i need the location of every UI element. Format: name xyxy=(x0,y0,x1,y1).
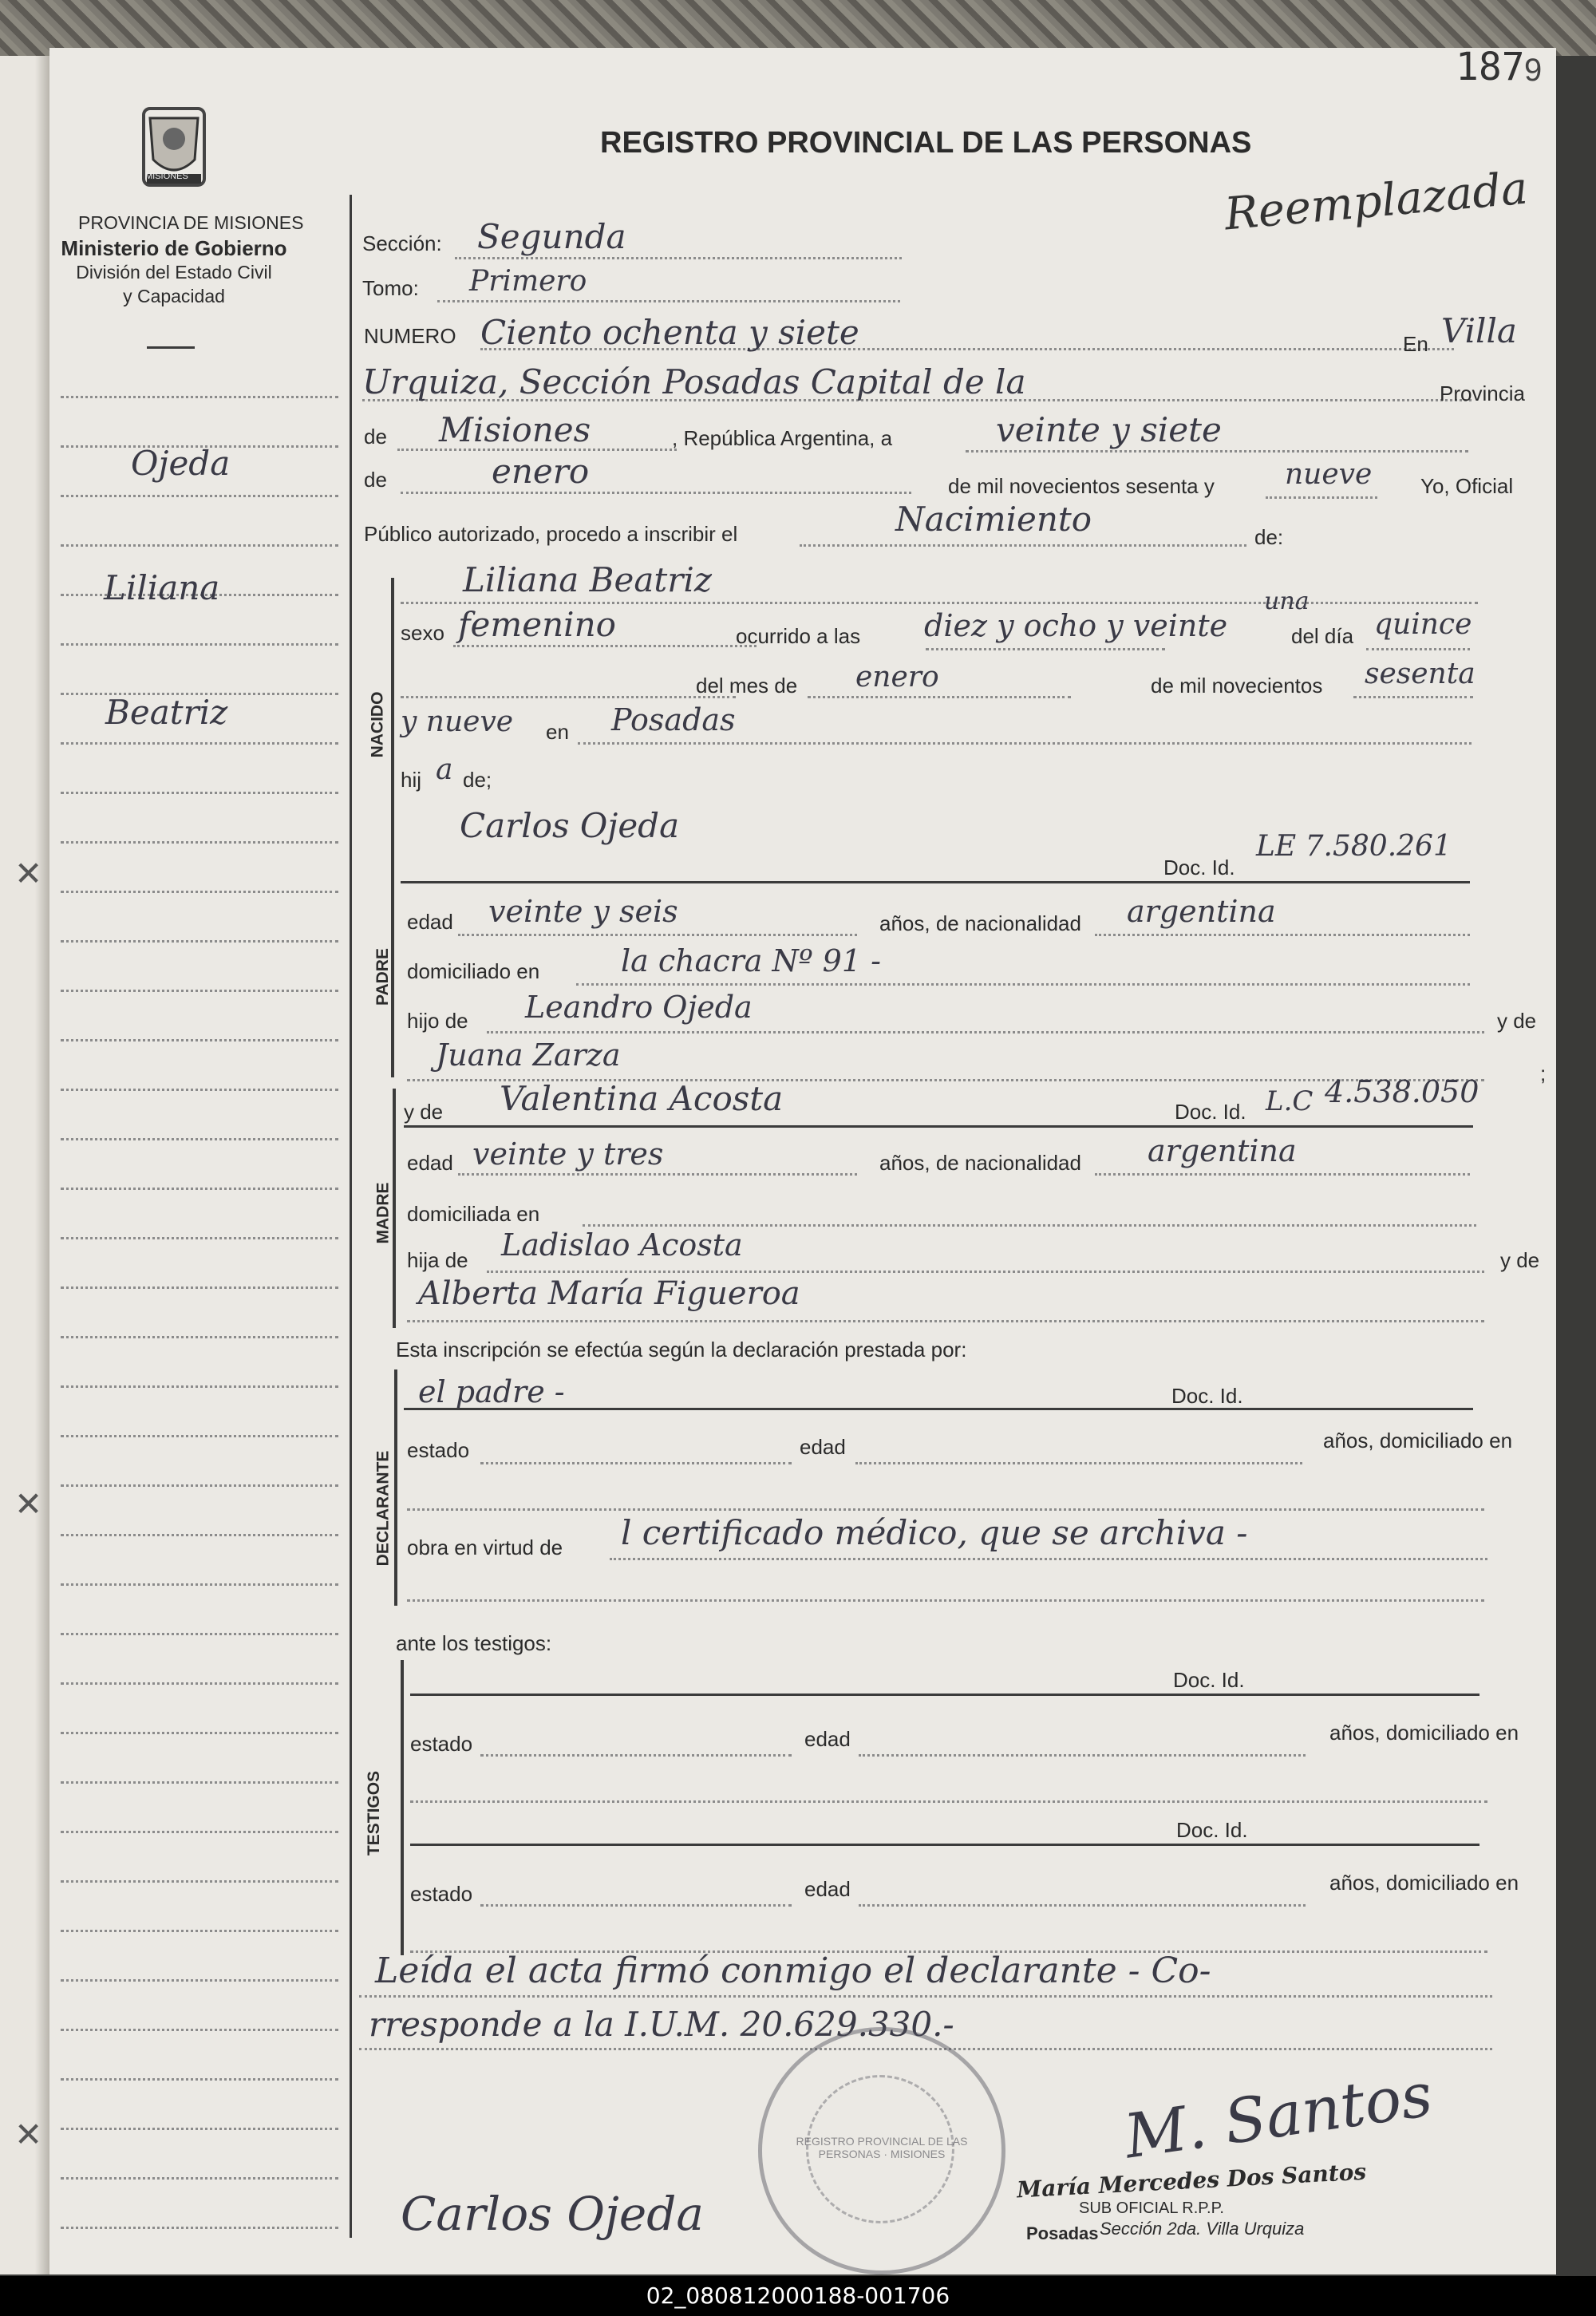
tomo-line xyxy=(437,300,900,302)
numero-value: Ciento ochenta y siete xyxy=(480,313,859,352)
en-label: En xyxy=(1403,332,1428,356)
stitch-1: ✕ xyxy=(14,855,43,892)
nac-mes-value: enero xyxy=(855,661,939,694)
nacido-bracket xyxy=(391,578,394,846)
madre-edad-line xyxy=(458,1173,857,1176)
testigo1-dom2-line xyxy=(410,1800,1487,1803)
madre-y-de-label: y de xyxy=(404,1100,444,1124)
testigo1-edad-line xyxy=(859,1754,1306,1757)
declarante-top-rule xyxy=(404,1408,1473,1410)
testigo1-dom-label: años, domiciliado en xyxy=(1329,1721,1519,1745)
madre-bracket xyxy=(393,1089,396,1328)
officer-place: Posadas xyxy=(1026,2223,1099,2243)
padre-edad-line xyxy=(458,934,857,936)
de-label-1: de xyxy=(364,425,387,449)
margin-line xyxy=(61,1682,338,1685)
padre-y-de-label: y de xyxy=(1497,1009,1537,1033)
yo-oficial-label: Yo, Oficial xyxy=(1420,474,1514,498)
nac-anio-line xyxy=(1353,696,1473,698)
del-mes-label: del mes de xyxy=(696,674,798,698)
margin-middle-name: Beatriz xyxy=(105,693,228,732)
declarante-estado-label: estado xyxy=(407,1438,470,1462)
testigo2-dom-label: años, domiciliado en xyxy=(1329,1871,1519,1895)
letterhead-capacity: y Capacidad xyxy=(123,286,225,306)
testigo2-doc-label: Doc. Id. xyxy=(1176,1818,1248,1842)
declarante-dom2-line xyxy=(407,1508,1484,1511)
madre-edad-value: veinte y tres xyxy=(472,1136,664,1172)
declarante-bracket xyxy=(394,1369,397,1606)
margin-line xyxy=(61,742,338,745)
acto-line xyxy=(800,544,1246,547)
stitch-3: ✕ xyxy=(14,2116,43,2153)
dia-line xyxy=(1366,648,1470,650)
padre-doc-label: Doc. Id. xyxy=(1163,856,1235,879)
anio-value: nueve xyxy=(1285,458,1373,491)
ante-label: ante los testigos: xyxy=(396,1631,552,1655)
officer-name: María Mercedes Dos Santos xyxy=(1016,2158,1367,2203)
declarante-signature: Carlos Ojeda xyxy=(401,2187,704,2241)
madre-hija-de-label: hija de xyxy=(407,1248,468,1272)
declarante-dom-label: años, domiciliado en xyxy=(1323,1429,1513,1452)
letterhead-rule xyxy=(147,346,195,349)
margin-line xyxy=(61,1930,338,1932)
image-id-bar xyxy=(0,2276,1596,2316)
margin-column-rule xyxy=(350,195,352,2238)
margin-line xyxy=(61,2029,338,2031)
mil-label: de mil novecientos sesenta y xyxy=(948,474,1215,498)
seccion-line xyxy=(455,257,902,259)
abuela-p-value: Juana Zarza xyxy=(436,1037,621,1073)
sexo-value: femenino xyxy=(458,605,616,644)
margin-line xyxy=(61,940,338,943)
margin-line xyxy=(61,1385,338,1388)
madre-dom-line xyxy=(583,1224,1476,1227)
ciudad-value: Posadas xyxy=(611,702,736,737)
mil2-label: de mil novecientos xyxy=(1151,674,1323,698)
padre-nac-label: años, de nacionalidad xyxy=(879,911,1081,935)
page-number-mark: 9 xyxy=(1524,53,1543,88)
madre-name: Valentina Acosta xyxy=(500,1079,784,1118)
margin-line xyxy=(61,1880,338,1883)
testigo1-edad-label: edad xyxy=(804,1727,851,1751)
nombre-value: Liliana Beatriz xyxy=(463,560,712,599)
letterhead-ministry: Ministerio de Gobierno xyxy=(61,236,287,260)
margin-line xyxy=(61,1336,338,1338)
margin-line xyxy=(61,1781,338,1784)
margin-line xyxy=(61,891,338,893)
obra-value: l certificado médico, que se archiva - xyxy=(621,1513,1248,1552)
padre-nac-line xyxy=(1095,934,1470,936)
margin-line xyxy=(61,1583,338,1586)
nota2-value: rresponde a la I.U.M. 20.629.330.- xyxy=(369,2005,954,2044)
nac-anio-value-a: sesenta xyxy=(1365,658,1476,690)
padre-dom-label: domiciliado en xyxy=(407,959,540,983)
madre-y-de-label-2: y de xyxy=(1500,1248,1540,1272)
madre-dom-label: domiciliada en xyxy=(407,1202,540,1226)
margin-line xyxy=(61,2128,338,2130)
abuela-m-value: Alberta María Figueroa xyxy=(418,1275,800,1312)
declarante-doc-label: Doc. Id. xyxy=(1171,1384,1243,1408)
margin-line xyxy=(61,1286,338,1289)
margin-line xyxy=(61,544,338,547)
testigo1-estado-label: estado xyxy=(410,1732,473,1756)
section-madre: MADRE xyxy=(373,1182,393,1244)
margin-line xyxy=(61,1138,338,1140)
numero-label: NUMERO xyxy=(364,324,456,348)
sexo-label: sexo xyxy=(401,621,444,645)
padre-dom-line xyxy=(576,983,1470,986)
image-id: 02_080812000188-001706 xyxy=(646,2282,950,2309)
provincia-value: Misiones xyxy=(439,410,591,449)
abuelo-m-value: Ladislao Acosta xyxy=(501,1227,743,1263)
nac-mes-pre-line xyxy=(401,696,736,698)
margin-line xyxy=(61,2078,338,2081)
obra-label: obra en virtud de xyxy=(407,1535,563,1559)
testigo2-edad-line xyxy=(859,1904,1306,1907)
testigo1-doc-label: Doc. Id. xyxy=(1173,1668,1245,1692)
mes-value: enero xyxy=(492,452,590,491)
margin-line xyxy=(61,1484,338,1487)
section-nacido: NACIDO xyxy=(368,691,387,758)
hora-line xyxy=(926,648,1165,650)
testigo1-rule xyxy=(410,1694,1479,1696)
margin-line xyxy=(61,1435,338,1437)
madre-edad-label: edad xyxy=(407,1151,453,1175)
letterhead-division: División del Estado Civil xyxy=(76,262,272,283)
hora-value: diez y ocho y veinte xyxy=(924,608,1228,643)
margin-line xyxy=(61,495,338,497)
seccion-label: Sección: xyxy=(362,231,442,255)
margin-line xyxy=(61,2227,338,2229)
margin-line xyxy=(61,1732,338,1734)
seccion-value: Segunda xyxy=(477,217,626,256)
margin-first-name: Liliana xyxy=(104,568,220,607)
testigos-bracket xyxy=(401,1660,404,1955)
padre-edad-value: veinte y seis xyxy=(488,894,678,929)
testigo1-estado-line xyxy=(480,1754,792,1757)
obra2-line xyxy=(407,1599,1484,1602)
fecha-value: veinte y siete xyxy=(996,410,1222,449)
hij-de-label: de; xyxy=(463,768,492,792)
mes-line xyxy=(401,492,911,494)
testigo2-estado-line xyxy=(480,1904,792,1907)
anio-line xyxy=(1266,496,1377,499)
letterhead-province: PROVINCIA DE MISIONES xyxy=(78,212,304,233)
section-testigos: TESTIGOS xyxy=(365,1770,384,1856)
padre-dom-value: la chacra Nº 91 - xyxy=(621,943,881,978)
margin-line xyxy=(61,1237,338,1239)
sexo-line xyxy=(453,645,757,647)
ciudad-line xyxy=(578,742,1472,745)
padre-doc-value: LE 7.580.261 xyxy=(1256,830,1452,863)
dia-value: quince xyxy=(1374,608,1472,641)
register-page xyxy=(14,45,1556,2275)
officer-title: SUB OFICIAL R.P.P. xyxy=(1079,2199,1224,2217)
abuelo-p-line xyxy=(487,1031,1484,1034)
madre-nac-line xyxy=(1095,1173,1470,1176)
margin-line xyxy=(61,1831,338,1833)
margin-line xyxy=(61,1534,338,1536)
margin-line xyxy=(61,1633,338,1635)
provincia-label: Provincia xyxy=(1440,381,1525,405)
de-colon-label: de: xyxy=(1254,525,1284,549)
nota1-line xyxy=(359,1995,1492,1998)
tomo-value: Primero xyxy=(469,265,587,298)
nac-mes-line xyxy=(808,696,1071,698)
padre-hijo-de-label: hijo de xyxy=(407,1009,468,1033)
padre-semicolon: ; xyxy=(1540,1061,1547,1085)
hij-label: hij xyxy=(401,768,422,792)
madre-doc-label: Doc. Id. xyxy=(1175,1100,1246,1124)
margin-line xyxy=(61,1039,338,1041)
padre-nac-value: argentina xyxy=(1127,894,1276,929)
hora-superscript: una xyxy=(1264,587,1310,615)
hij-letter: a xyxy=(436,753,453,786)
margin-surname: Ojeda xyxy=(131,444,231,483)
padre-edad-label: edad xyxy=(407,910,453,934)
de-label-2: de xyxy=(364,468,387,492)
en-value: Villa xyxy=(1441,311,1517,350)
madre-doc-value-a: L.C xyxy=(1266,1085,1314,1117)
madre-doc-value-b: 4.538.050 xyxy=(1325,1074,1479,1109)
margin-line xyxy=(61,643,338,646)
section-declarante: DECLARANTE xyxy=(373,1450,393,1567)
abuelo-p-value: Leandro Ojeda xyxy=(525,990,753,1025)
abuelo-m-line xyxy=(487,1271,1484,1273)
madre-nac-value: argentina xyxy=(1148,1133,1297,1168)
nombre-line xyxy=(401,602,1478,604)
declarante-edad-line xyxy=(855,1462,1302,1464)
margin-line xyxy=(61,990,338,992)
margin-line xyxy=(61,1188,338,1190)
officer-office: Sección 2da. Villa Urquiza xyxy=(1100,2219,1305,2239)
margin-line xyxy=(61,841,338,844)
stamp-text: REGISTRO PROVINCIAL DE LAS PERSONAS · MISIONES xyxy=(796,2135,968,2160)
official-stamp xyxy=(758,2027,1005,2275)
testigo2-rule xyxy=(410,1844,1479,1846)
fecha-line xyxy=(966,450,1468,453)
officer-signature: M. Santos xyxy=(1120,2058,1437,2172)
acto-value: Nacimiento xyxy=(895,500,1092,539)
seal-text: MISIONES xyxy=(145,172,188,181)
document-heading: REGISTRO PROVINCIAL DE LAS PERSONAS xyxy=(600,126,1252,160)
padre-top-rule xyxy=(401,881,1470,883)
nac-anio-value-b: y nueve xyxy=(401,705,514,738)
lugar-value: Urquiza, Sección Posadas Capital de la xyxy=(362,362,1026,401)
margin-line xyxy=(61,396,338,398)
declarante-value: el padre - xyxy=(418,1374,565,1409)
madre-nac-label: años, de nacionalidad xyxy=(879,1151,1081,1175)
margin-line xyxy=(61,2177,338,2180)
stitch-2: ✕ xyxy=(14,1485,43,1523)
republica-label: , República Argentina, a xyxy=(672,426,893,450)
inscripcion-label: Esta inscripción se efectúa según la declaración prestada por: xyxy=(396,1338,967,1362)
madre-top-rule xyxy=(404,1125,1473,1128)
padre-name: Carlos Ojeda xyxy=(460,806,680,845)
testigo2-estado-label: estado xyxy=(410,1882,473,1906)
abuela-m-line xyxy=(407,1320,1484,1322)
left-page-edge xyxy=(0,56,52,2275)
declarante-edad-label: edad xyxy=(800,1435,846,1459)
margin-line xyxy=(61,1979,338,1982)
nota1-value: Leída el acta firmó conmigo el declarante - Co- xyxy=(375,1950,1211,1991)
testigo2-edad-label: edad xyxy=(804,1877,851,1901)
en-lugar-label: en xyxy=(546,720,569,744)
page-number: 187 xyxy=(1456,45,1525,89)
del-dia-label: del día xyxy=(1291,624,1354,648)
margin-line xyxy=(61,1089,338,1091)
publico-label: Público autorizado, procedo a inscribir el xyxy=(364,522,738,546)
obra-line xyxy=(610,1558,1487,1560)
tomo-label: Tomo: xyxy=(362,276,419,300)
margin-line xyxy=(61,792,338,794)
cancel-mark: Reemplazada xyxy=(1222,162,1530,241)
section-padre: PADRE xyxy=(373,948,392,1006)
declarante-estado-line xyxy=(480,1462,792,1464)
ocurrido-label: ocurrido a las xyxy=(736,624,861,648)
